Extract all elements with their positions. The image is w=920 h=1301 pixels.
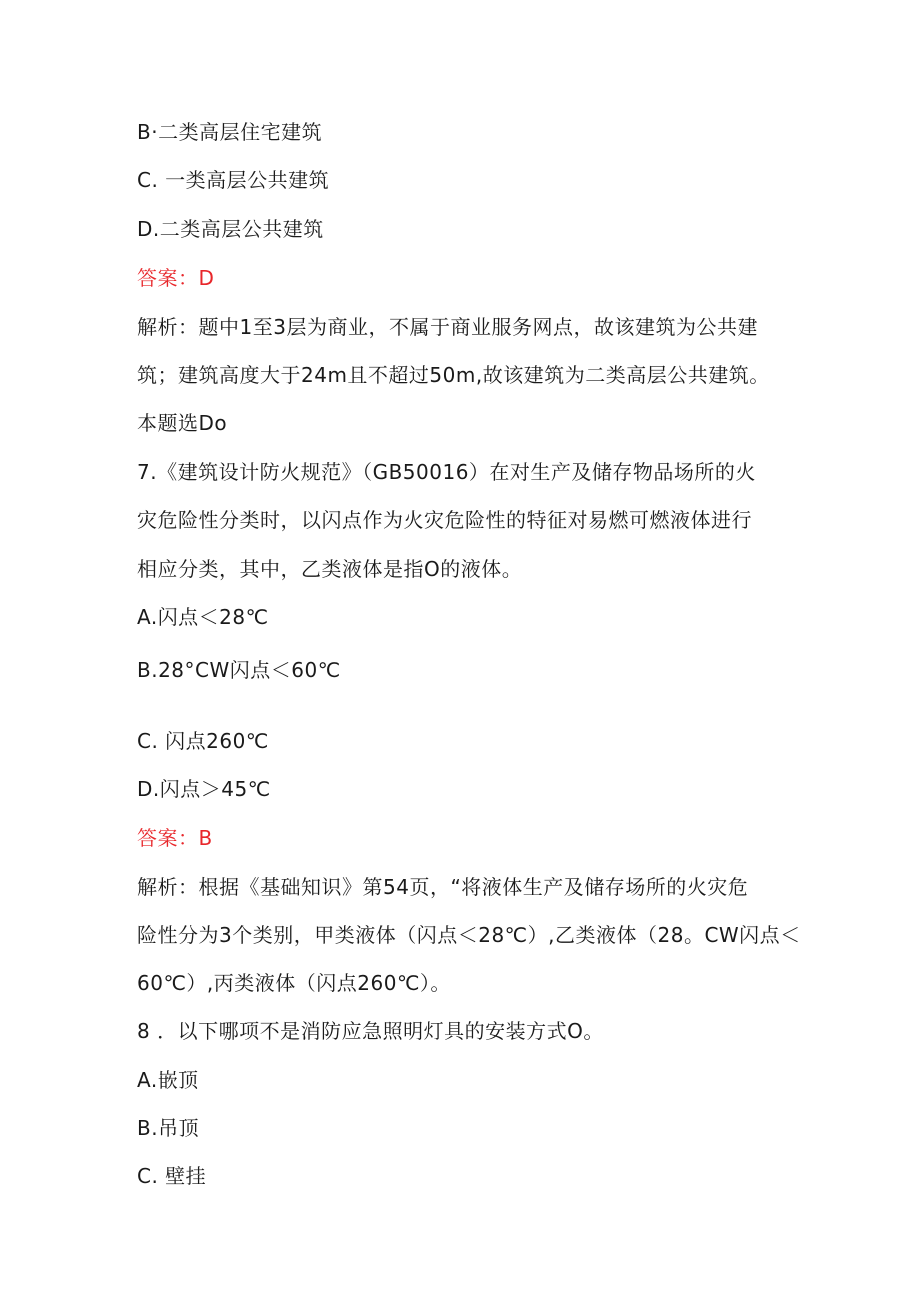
explanation-q6-line3: 本题选Do xyxy=(137,411,228,435)
question-7-line2: 灾危险性分类时，以闪点作为火灾危险性的特征对易燃可燃液体进行 xyxy=(137,508,752,532)
explanation-q7-line1: 解析：根据《基础知识》第54页，“将液体生产及储存场所的火灾危 xyxy=(137,875,749,899)
option-c-q7: C. 闪点260℃ xyxy=(137,729,269,753)
option-d-q7: D.闪点＞45℃ xyxy=(137,777,271,801)
question-8: 8 ．以下哪项不是消防应急照明灯具的安装方式O。 xyxy=(137,1019,604,1043)
option-a-q8: A.嵌顶 xyxy=(137,1068,199,1092)
option-b-q8: B.吊顶 xyxy=(137,1116,200,1140)
explanation-q6-line2: 筑；建筑高度大于24m且不超过50m,故该建筑为二类高层公共建筑。 xyxy=(137,363,770,387)
option-b-residential: B·二类高层住宅建筑 xyxy=(137,120,323,144)
question-7-line3: 相应分类，其中，乙类液体是指O的液体。 xyxy=(137,557,523,581)
option-d-public-class2: D.二类高层公共建筑 xyxy=(137,217,324,241)
option-c-q8: C. 壁挂 xyxy=(137,1164,207,1188)
answer-q6: 答案：D xyxy=(137,266,215,290)
option-c-public-class1: C. 一类高层公共建筑 xyxy=(137,168,330,192)
question-7-line1: 7.《建筑设计防火规范》（GB50016）在对生产及储存物品场所的火 xyxy=(137,460,756,484)
option-a-q7: A.闪点＜28℃ xyxy=(137,605,269,629)
explanation-q7-line3: 60℃）,丙类液体（闪点260℃）。 xyxy=(137,971,451,995)
answer-q7: 答案：B xyxy=(137,826,213,850)
explanation-q7-line2: 险性分为3个类别，甲类液体（闪点＜28℃）,乙类液体（28。CW闪点＜ xyxy=(137,923,801,947)
option-b-q7: B.28°CW闪点＜60℃ xyxy=(137,658,341,682)
explanation-q6-line1: 解析：题中1至3层为商业，不属于商业服务网点，故该建筑为公共建 xyxy=(137,315,758,339)
